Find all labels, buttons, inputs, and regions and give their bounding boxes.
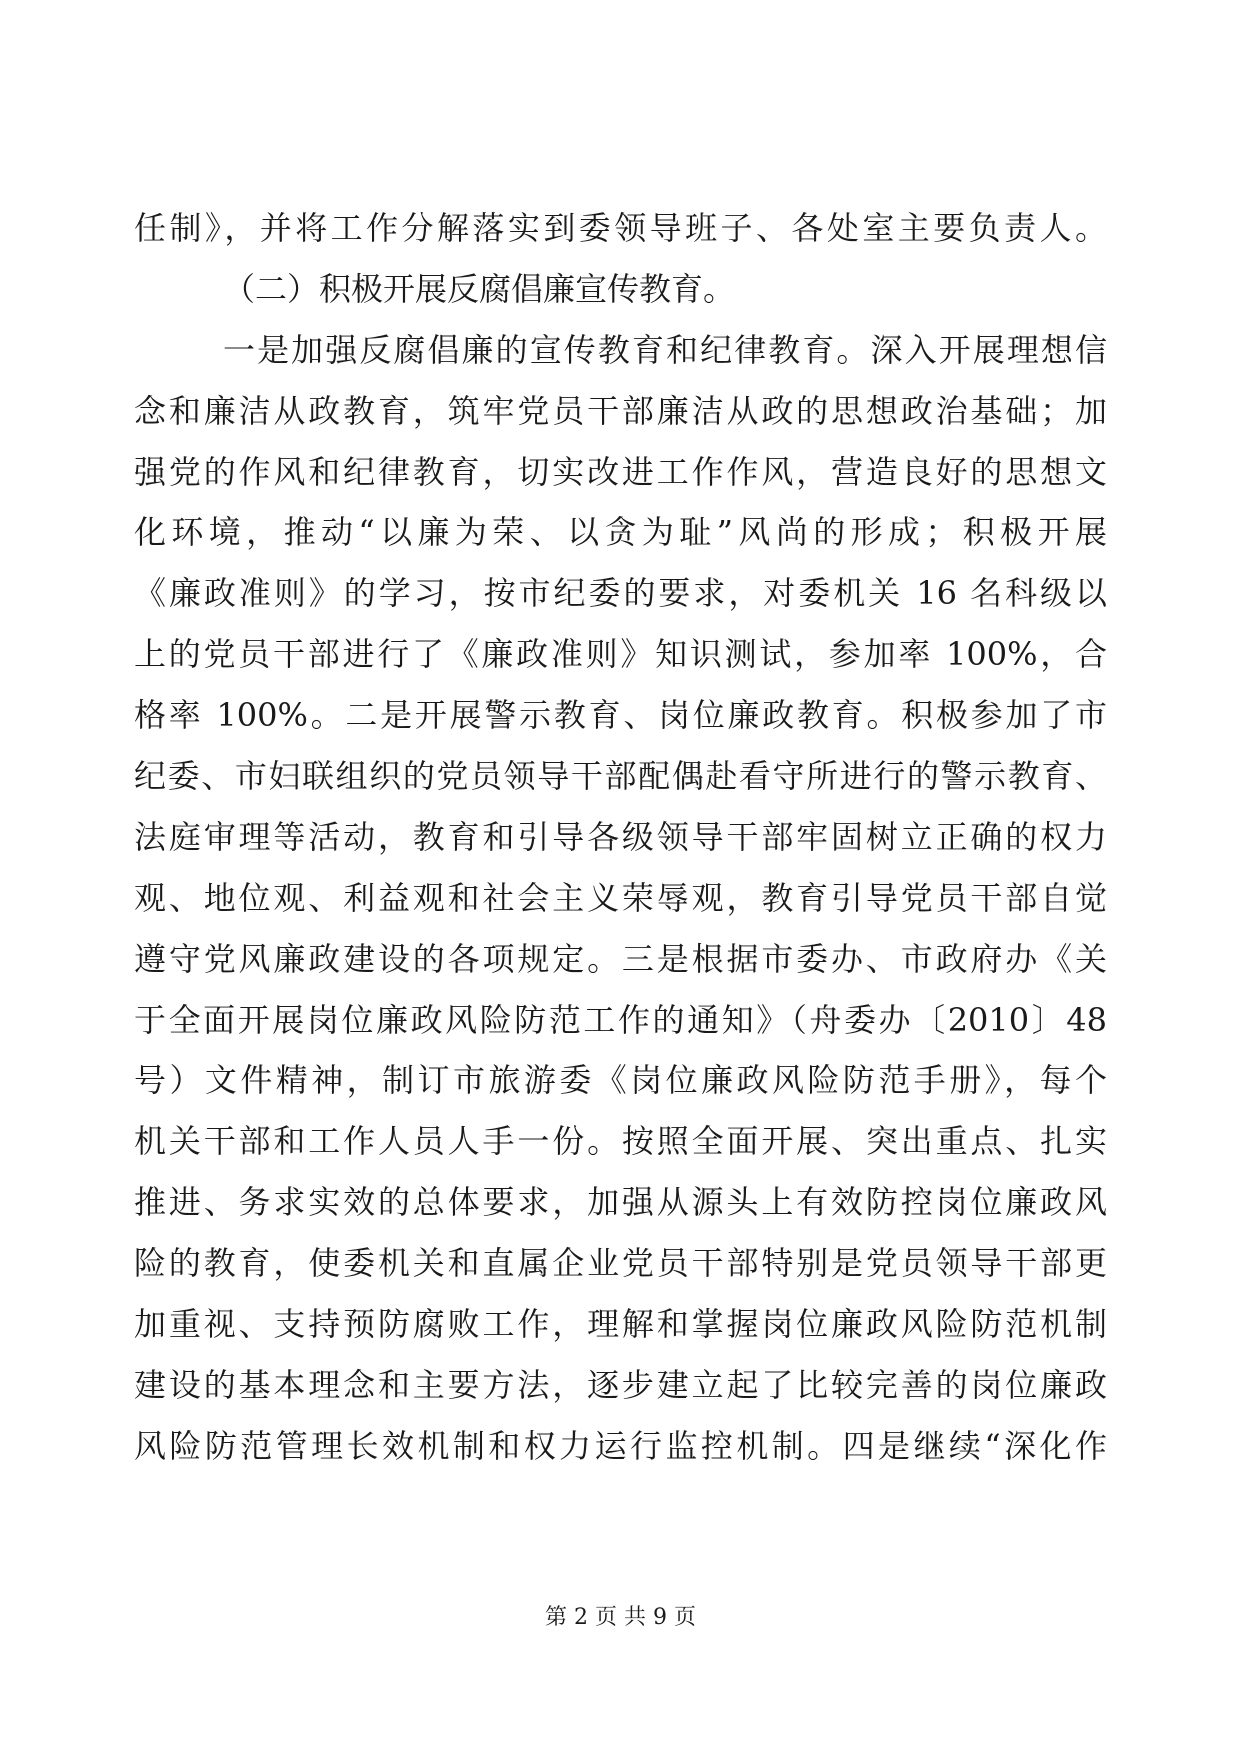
text-line: 于全面开展岗位廉政风险防范工作的通知》（舟委办〔2010〕48 <box>134 1000 1107 1039</box>
text-line: 险的教育，使委机关和直属企业党员干部特别是党员领导干部更 <box>134 1244 1107 1283</box>
page-number-footer: 第 2 页 共 9 页 <box>545 1605 696 1630</box>
text-line: 机关干部和工作人员人手一份。按照全面开展、突出重点、扎实 <box>134 1122 1107 1161</box>
section-heading: （二）积极开展反腐倡廉宣传教育。 <box>223 269 736 308</box>
text-line: 强党的作风和纪律教育，切实改进工作作风，营造良好的思想文 <box>134 452 1107 491</box>
text-line: 号）文件精神，制订市旅游委《岗位廉政风险防范手册》，每个 <box>134 1061 1107 1100</box>
body-text <box>134 198 1107 1477</box>
text-line: 念和廉洁从政教育，筑牢党员干部廉洁从政的思想政治基础；加 <box>134 391 1107 430</box>
text-line: 法庭审理等活动，教育和引导各级领导干部牢固树立正确的权力 <box>134 817 1107 856</box>
text-line: 《廉政准则》的学习，按市纪委的要求，对委机关 16 名科级以 <box>134 574 1107 613</box>
text-line: 上的党员干部进行了《廉政准则》知识测试，参加率 100%，合 <box>134 635 1107 674</box>
text-line: 化环境，推动“以廉为荣、以贪为耻”风尚的形成；积极开展 <box>134 513 1107 552</box>
text-line: 建设的基本理念和主要方法，逐步建立起了比较完善的岗位廉政 <box>134 1365 1107 1404</box>
text-line: 格率 100%。二是开展警示教育、岗位廉政教育。积极参加了市 <box>134 696 1107 735</box>
text-line: 加重视、支持预防腐败工作，理解和掌握岗位廉政风险防范机制 <box>134 1305 1107 1344</box>
text-line: 风险防范管理长效机制和权力运行监控机制。四是继续“深化作 <box>134 1426 1107 1465</box>
text-line: 纪委、市妇联组织的党员领导干部配偶赴看守所进行的警示教育、 <box>134 757 1107 796</box>
text-line: 遵守党风廉政建设的各项规定。三是根据市委办、市政府办《关 <box>134 939 1107 978</box>
text-line: 推进、务求实效的总体要求，加强从源头上有效防控岗位廉政风 <box>134 1183 1107 1222</box>
text-line: 观、地位观、利益观和社会主义荣辱观，教育引导党员干部自觉 <box>134 878 1107 917</box>
text-line: 任制》，并将工作分解落实到委领导班子、各处室主要负责人。 <box>134 209 1107 247</box>
paragraph-first-line: 一是加强反腐倡廉的宣传教育和纪律教育。深入开展理想信 <box>223 330 1107 369</box>
